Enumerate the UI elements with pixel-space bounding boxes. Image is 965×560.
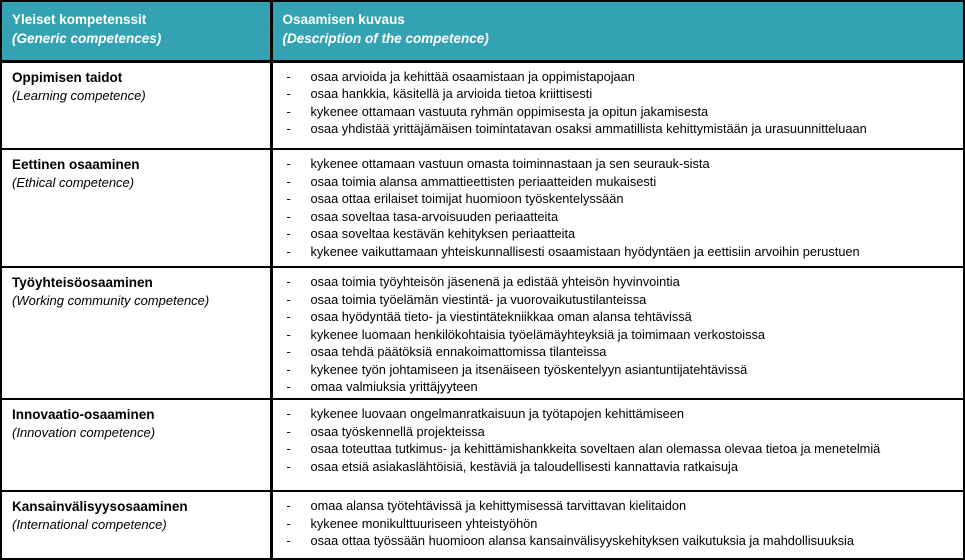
bullet-text: osaa ottaa erilaiset toimijat huomioon työskentelyssään xyxy=(310,191,624,206)
competence-title: Oppimisen taidot xyxy=(12,69,123,85)
bullet-text: osaa yhdistää yrittäjämäisen toimintatavan osaksi ammatillista kehittymistään ja urasuunnitteluaan xyxy=(310,121,867,136)
bullet-item xyxy=(273,532,960,550)
bullet-marker: - xyxy=(286,406,291,421)
bullet-item xyxy=(273,225,960,243)
bullet-marker: - xyxy=(286,274,291,289)
bullet-text: kykenee työn johtamiseen ja itsenäiseen työskentelyyn asiantuntijatehtävissä xyxy=(310,361,748,377)
bullet-text: osaa työskennellä projekteissa xyxy=(310,423,485,439)
bullet-item xyxy=(273,326,960,344)
bullet-marker: - xyxy=(286,441,291,456)
description-cell xyxy=(271,267,964,399)
bullet-item xyxy=(273,343,960,361)
bullet-item xyxy=(273,85,960,103)
competence-title: Työyhteisöosaaminen xyxy=(12,275,153,290)
bullet-text: kykenee ottamaan vastuun omasta toiminnastaan ja sen seurauk-sista xyxy=(310,156,710,171)
bullet-marker: - xyxy=(286,533,291,548)
bullet-text: osaa hankkia, käsitellä ja arvioida tietoa kriittisesti xyxy=(310,86,593,101)
bullet-marker: - xyxy=(286,291,291,307)
description-cell xyxy=(271,61,964,149)
bullet-marker: - xyxy=(286,226,291,241)
bullet-item xyxy=(273,273,960,291)
competence-title: Kansainvälisyysosaaminen xyxy=(12,499,188,514)
header-col2-title: Osaamisen kuvaus xyxy=(282,12,405,27)
table-row xyxy=(1,149,964,267)
bullet-text: kykenee ottamaan vastuuta ryhmän oppimisesta ja opitun jakamisesta xyxy=(310,103,709,119)
bullet-text: osaa tehdä päätöksiä ennakoimattomissa tilanteissa xyxy=(310,344,607,359)
bullet-text: osaa toteuttaa tutkimus- ja kehittämishankkeita soveltaen alan olemassa olevaa tietoa ja menetelmiä xyxy=(310,441,881,456)
bullet-marker: - xyxy=(286,103,291,119)
bullet-text: kykenee monikulttuuriseen yhteistyöhön xyxy=(310,515,538,531)
header-cell-description xyxy=(271,1,964,61)
description-cell xyxy=(271,399,964,491)
competence-cell xyxy=(1,267,271,399)
bullet-text: osaa toimia työelämän viestintä- ja vuorovaikutustilanteissa xyxy=(310,291,647,307)
bullet-marker: - xyxy=(286,309,291,324)
competence-subtitle: (International competence) xyxy=(12,517,167,532)
bullet-item xyxy=(273,423,960,441)
bullet-marker: - xyxy=(286,379,291,394)
bullet-marker: - xyxy=(286,156,291,171)
competence-cell xyxy=(1,149,271,267)
bullet-item xyxy=(273,68,960,86)
bullet-item xyxy=(273,243,960,261)
header-col2-subtitle: (Description of the competence) xyxy=(282,31,489,46)
bullet-item xyxy=(273,103,960,121)
competence-title: Innovaatio-osaaminen xyxy=(12,407,155,422)
bullet-text: kykenee vaikuttamaan yhteiskunnallisesti osaamistaan hyödyntäen ja eettisiin arvoihin perustuen xyxy=(310,243,860,259)
competence-cell xyxy=(1,491,271,559)
bullet-item xyxy=(273,173,960,191)
bullet-marker: - xyxy=(286,68,291,84)
bullet-marker: - xyxy=(286,458,291,474)
bullet-item xyxy=(273,155,960,173)
bullet-marker: - xyxy=(286,208,291,224)
bullet-text: osaa etsiä asiakaslähtöisiä, kestäviä ja taloudellisesti kannattavia ratkaisuja xyxy=(310,458,739,474)
bullet-marker: - xyxy=(286,498,291,513)
description-cell xyxy=(271,491,964,559)
bullet-item xyxy=(273,515,960,533)
bullet-marker: - xyxy=(286,191,291,206)
competence-subtitle: (Learning competence) xyxy=(12,87,146,103)
bullet-text: osaa toimia alansa ammattieettisten periaatteiden mukaisesti xyxy=(310,173,657,189)
header-col1-title: Yleiset kompetenssit xyxy=(12,12,147,27)
bullet-text: osaa soveltaa tasa-arvoisuuden periaatteita xyxy=(310,208,559,224)
bullet-marker: - xyxy=(286,515,291,531)
header-cell-generic-competences xyxy=(1,1,271,61)
bullet-marker: - xyxy=(286,121,291,136)
competence-subtitle: (Working community competence) xyxy=(12,293,210,308)
bullet-marker: - xyxy=(286,423,291,439)
bullet-text: osaa soveltaa kestävän kehityksen periaatteita xyxy=(310,226,576,241)
competence-cell xyxy=(1,399,271,491)
bullet-text: osaa arvioida ja kehittää osaamistaan ja oppimistapojaan xyxy=(310,68,635,84)
bullet-text: osaa hyödyntää tieto- ja viestintätekniikkaa oman alansa tehtävissä xyxy=(310,309,692,324)
bullet-item xyxy=(273,458,960,476)
bullet-marker: - xyxy=(286,86,291,101)
bullet-item xyxy=(273,190,960,208)
bullet-item xyxy=(273,440,960,458)
bullet-text: omaa alansa työtehtävissä ja kehittymisessä tarvittavan kielitaidon xyxy=(310,498,687,513)
bullet-text: kykenee luovaan ongelmanratkaisuun ja työtapojen kehittämiseen xyxy=(310,406,684,421)
competence-cell xyxy=(1,61,271,149)
bullet-item xyxy=(273,291,960,309)
header-row xyxy=(1,1,964,61)
competence-title: Eettinen osaaminen xyxy=(12,157,140,172)
header-col1-subtitle: (Generic competences) xyxy=(12,31,162,46)
table-row xyxy=(1,399,964,491)
bullet-item xyxy=(273,378,960,396)
table-row xyxy=(1,61,964,149)
bullet-marker: - xyxy=(286,361,291,377)
bullet-item xyxy=(273,208,960,226)
bullet-item xyxy=(273,308,960,326)
bullet-text: osaa toimia työyhteisön jäsenenä ja edistää yhteisön hyvinvointia xyxy=(310,274,680,289)
bullet-item xyxy=(273,405,960,423)
bullet-item xyxy=(273,120,960,138)
bullet-text: osaa ottaa työssään huomioon alansa kansainvälisyyskehityksen vaikutuksia ja mahdollisuuksia xyxy=(310,533,854,548)
bullet-item xyxy=(273,361,960,379)
bullet-text: omaa valmiuksia yrittäjyyteen xyxy=(310,379,478,394)
competence-subtitle: (Ethical competence) xyxy=(12,175,135,190)
table-row xyxy=(1,267,964,399)
description-cell xyxy=(271,149,964,267)
bullet-marker: - xyxy=(286,326,291,342)
bullet-marker: - xyxy=(286,173,291,189)
bullet-item xyxy=(273,497,960,515)
bullet-marker: - xyxy=(286,243,291,259)
table-row xyxy=(1,491,964,559)
bullet-marker: - xyxy=(286,344,291,359)
bullet-text: kykenee luomaan henkilökohtaisia työelämäyhteyksiä ja toimimaan verkostoissa xyxy=(310,326,766,342)
competence-subtitle: (Innovation competence) xyxy=(12,425,156,440)
